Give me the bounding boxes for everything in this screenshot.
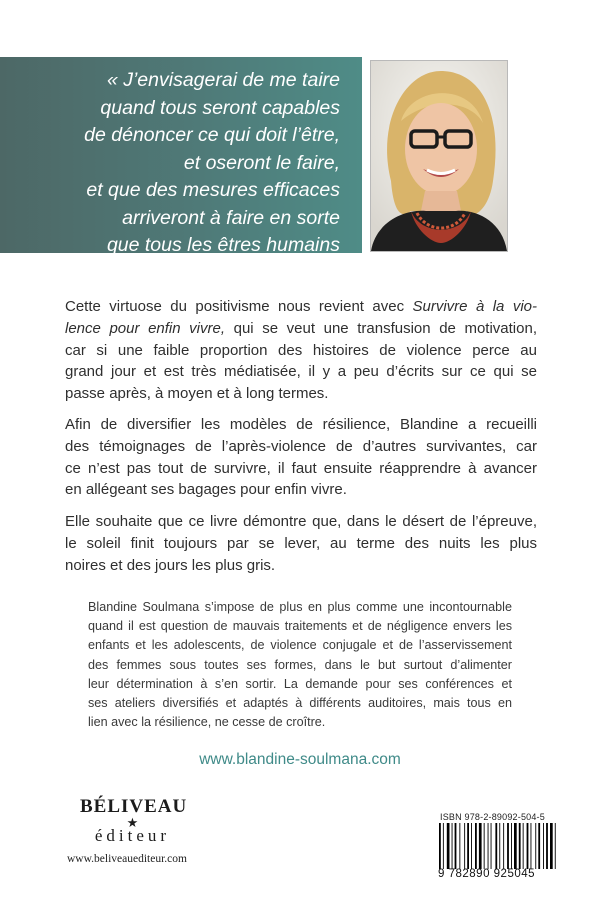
author-website-link[interactable]: www.blandine-soulmana.com xyxy=(199,751,401,768)
quote-line: « J’envisagerai de me taire xyxy=(106,69,340,91)
quote-line: soient respectés. » xyxy=(176,261,340,284)
barcode-bar xyxy=(503,823,504,869)
quote-line: et que des mesures efficaces xyxy=(86,179,340,201)
barcode-bar xyxy=(523,823,524,869)
quote-line: arriveront à faire en sorte xyxy=(122,206,340,229)
barcode-bar xyxy=(443,823,444,869)
quote-band xyxy=(0,57,362,284)
barcode-bar xyxy=(479,823,482,869)
barcode-bar xyxy=(531,823,532,869)
barcode-bar xyxy=(459,823,460,869)
barcode-bar xyxy=(514,823,517,869)
barcode-bar xyxy=(550,823,553,869)
author-portrait-illustration xyxy=(371,61,507,251)
barcode-bar xyxy=(511,823,512,869)
barcode-bar xyxy=(519,823,521,869)
barcode-bar xyxy=(447,823,450,869)
publisher-logo-subtitle: éditeur xyxy=(94,826,171,845)
barcode-bar xyxy=(467,823,469,869)
barcode-bar xyxy=(535,823,536,869)
blurb-paragraph-3: Elle souhaite que ce livre démontre que, dans le désert de l’épreuve, le soleil finit toujours par se lever, au terme des nuits les plus noires et des jours les plus gris. xyxy=(65,513,537,574)
barcode-bar xyxy=(543,823,544,869)
barcode-bar xyxy=(455,823,457,869)
barcode-bar xyxy=(555,823,556,869)
barcode-digits: 9 782890 925045 xyxy=(438,868,536,880)
barcode-bar xyxy=(527,823,529,869)
author-photo xyxy=(370,60,508,252)
quote-line: et oseront le faire, xyxy=(183,151,340,174)
blurb-paragraph-1: Cette virtuose du positivisme nous revient avec Survivre à la vio- lence pour enfin vivre, qui se veut une transfusion de motivation, car si une faible proportion des histoires de violence perce au grand jour et est très médiatisée, il y a peu d’écrits sur ce qui se passe après, à moyen et à long termes. xyxy=(65,298,537,403)
barcode-icon xyxy=(438,823,558,871)
barcode-bar xyxy=(491,823,492,869)
barcode-bar xyxy=(546,823,548,869)
barcode-bar xyxy=(464,823,465,869)
barcode-bar xyxy=(507,823,509,869)
barcode-bar xyxy=(439,823,441,869)
barcode-bar xyxy=(488,823,489,869)
barcode-bar xyxy=(471,823,472,869)
publisher-logo-name: BÉLIVEAU xyxy=(80,796,188,817)
barcode-bar xyxy=(452,823,453,869)
quote-line: que tous les êtres humains xyxy=(106,234,340,256)
star-icon: ★ xyxy=(126,815,139,830)
publisher-logo xyxy=(80,796,188,846)
author-quote xyxy=(10,67,340,287)
quote-line: quand tous seront capables xyxy=(100,96,340,119)
barcode-bar xyxy=(499,823,500,869)
barcode-bar xyxy=(495,823,497,869)
isbn-label: ISBN 978-2-89092-504-5 xyxy=(440,812,545,822)
barcode-bar xyxy=(475,823,477,869)
quote-line: de dénoncer ce qui doit l’être, xyxy=(84,124,340,146)
publisher-website-link[interactable]: www.beliveauediteur.com xyxy=(67,853,187,865)
barcode-bar xyxy=(484,823,485,869)
blurb-paragraph-2: Afin de diversifier les modèles de résilience, Blandine a recueilli des témoignages de l’après-violence de d’autres survivantes, car ce n’est pas tout de survivre, il faut ensuite réapprendre à avancer en allégeant ses bagages pour enfin vivre. xyxy=(65,416,537,499)
barcode-bar xyxy=(538,823,540,869)
author-bio: Blandine Soulmana s’impose de plus en plus comme une incontournable quand il est question de mauvais traitements et de négligence envers les enfants et les adolescents, de violence conjugale et de l’asservissement des femmes sous toutes ses formes, dans le but surtout d’alimenter leur détermination à s’en sortir. La demande pour ses conférences et ses ateliers diversifiés et adaptés à différents auditoires, mais tous en lien avec la résilience, ne cesse de croître. xyxy=(88,600,512,730)
